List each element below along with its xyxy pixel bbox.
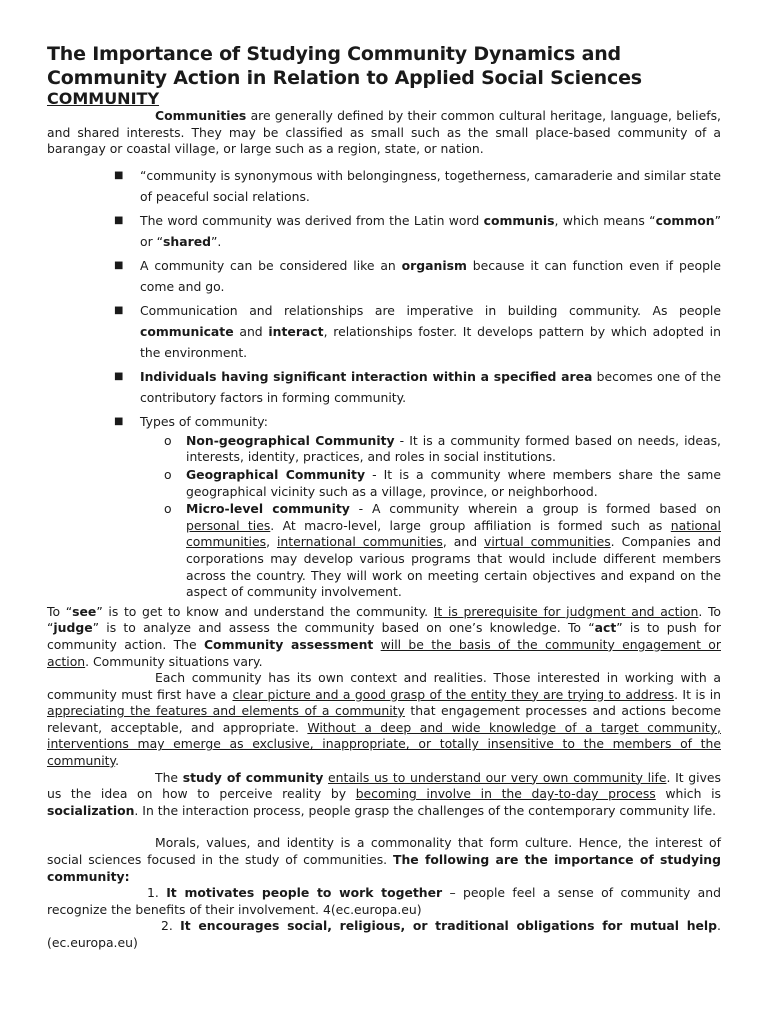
list-item: o Geographical Community - It is a community where members share the same geographical vicinity such as a village, province, or neighborhood. <box>164 466 721 499</box>
see-judge-act-paragraph: To “see” is to get to know and understand the community. It is prerequisite for judgment and action. To “judge” is to analyze and assess the community based on one’s knowledge. To “act” is to push for community action. The Community assessment will be the basis of the community engagement or action. Community situations vary. <box>47 603 721 669</box>
square-bullet-icon: ■ <box>114 370 124 382</box>
section-heading-community: COMMUNITY <box>47 89 160 108</box>
circle-bullet-icon: o <box>164 466 172 482</box>
square-bullet-icon: ■ <box>114 259 124 271</box>
list-item: ■ The word community was derived from the Latin word communis, which means “common” or “shared”. <box>114 210 721 252</box>
list-item: o Micro-level community - A community wherein a group is formed based on personal ties. At macro-level, large group affiliation is formed such as national communities, international communities, and virtual communities. Companies and corporations may develop various programs that would include different members across the country. They will work on meeting certain objectives and expand on the aspect of community involvement. <box>164 501 721 600</box>
importance-item-1: 1. It motivates people to work together – people feel a sense of community and recognize the benefits of their involvement. 4(ec.europa.eu) <box>47 885 721 917</box>
square-bullet-icon: ■ <box>114 169 124 181</box>
list-item: o Non-geographical Community - It is a community formed based on needs, ideas, interests, identity, practices, and roles in social institutions. <box>164 432 721 465</box>
document-title: The Importance of Studying Community Dynamics and Community Action in Relation to Applied Social Sciences <box>47 43 642 89</box>
square-bullet-icon: ■ <box>114 214 124 226</box>
community-types-list <box>140 433 721 601</box>
list-item: ■ Types of community: o Non-geographical Community - It is a community formed based on needs, ideas, interests, identity, practices, and roles in social institutions. o Geographical Community - It is a community where members share the same geographical vicinity such as a village, province, or neighborhood. o Micro-level community - A community wherein a group is formed based on personal ties. At macro-level, large group affiliation is formed such as national communities, international communities, and virtual communities. Companies and corporations may develop various programs that would include different members across the country. They will work on meeting certain objectives and expand on the aspect of community involvement. <box>114 411 721 601</box>
circle-bullet-icon: o <box>164 432 172 448</box>
square-bullet-icon: ■ <box>114 304 124 316</box>
list-item: ■ A community can be considered like an organism because it can function even if people come and go. <box>114 255 721 297</box>
intro-paragraph: Communities are generally defined by their common cultural heritage, language, beliefs, and shared interests. They may be classified as small such as the small place-based community of a barangay or coastal village, or large such as a region, state, or nation. <box>47 108 721 157</box>
importance-item-2: 2. It encourages social, religious, or traditional obligations for mutual help. (ec.europa.eu) <box>47 918 721 950</box>
study-of-community-paragraph: The study of community entails us to understand our very own community life. It gives us the idea on how to perceive reality by becoming involve in the day-to-day process which is socialization. In the interaction process, people grasp the challenges of the contemporary community life. <box>47 769 721 818</box>
context-paragraph: Each community has its own context and realities. Those interested in working with a community must first have a clear picture and a good grasp of the entity they are trying to address. It is in appreciating the features and elements of a community that engagement processes and actions become relevant, acceptable, and appropriate. Without a deep and wide knowledge of a target community, interventions may emerge as exclusive, inappropriate, or totally insensitive to the members of the community. <box>47 670 722 769</box>
morals-paragraph: Morals, values, and identity is a commonality that form culture. Hence, the interest of social sciences focused in the study of communities. The following are the importance of studying community: <box>47 835 722 884</box>
community-bullet-list <box>47 165 721 601</box>
square-bullet-icon: ■ <box>114 415 124 427</box>
list-item: ■ Communication and relationships are imperative in building community. As people communicate and interact, relationships foster. It develops pattern by which adopted in the environment. <box>114 300 721 363</box>
circle-bullet-icon: o <box>164 501 172 517</box>
document-page <box>47 42 721 952</box>
list-item: ■ “community is synonymous with belongingness, togetherness, camaraderie and similar state of peaceful social relations. <box>114 165 721 207</box>
list-item: ■ Individuals having significant interaction within a specified area becomes one of the contributory factors in forming community. <box>114 366 721 408</box>
